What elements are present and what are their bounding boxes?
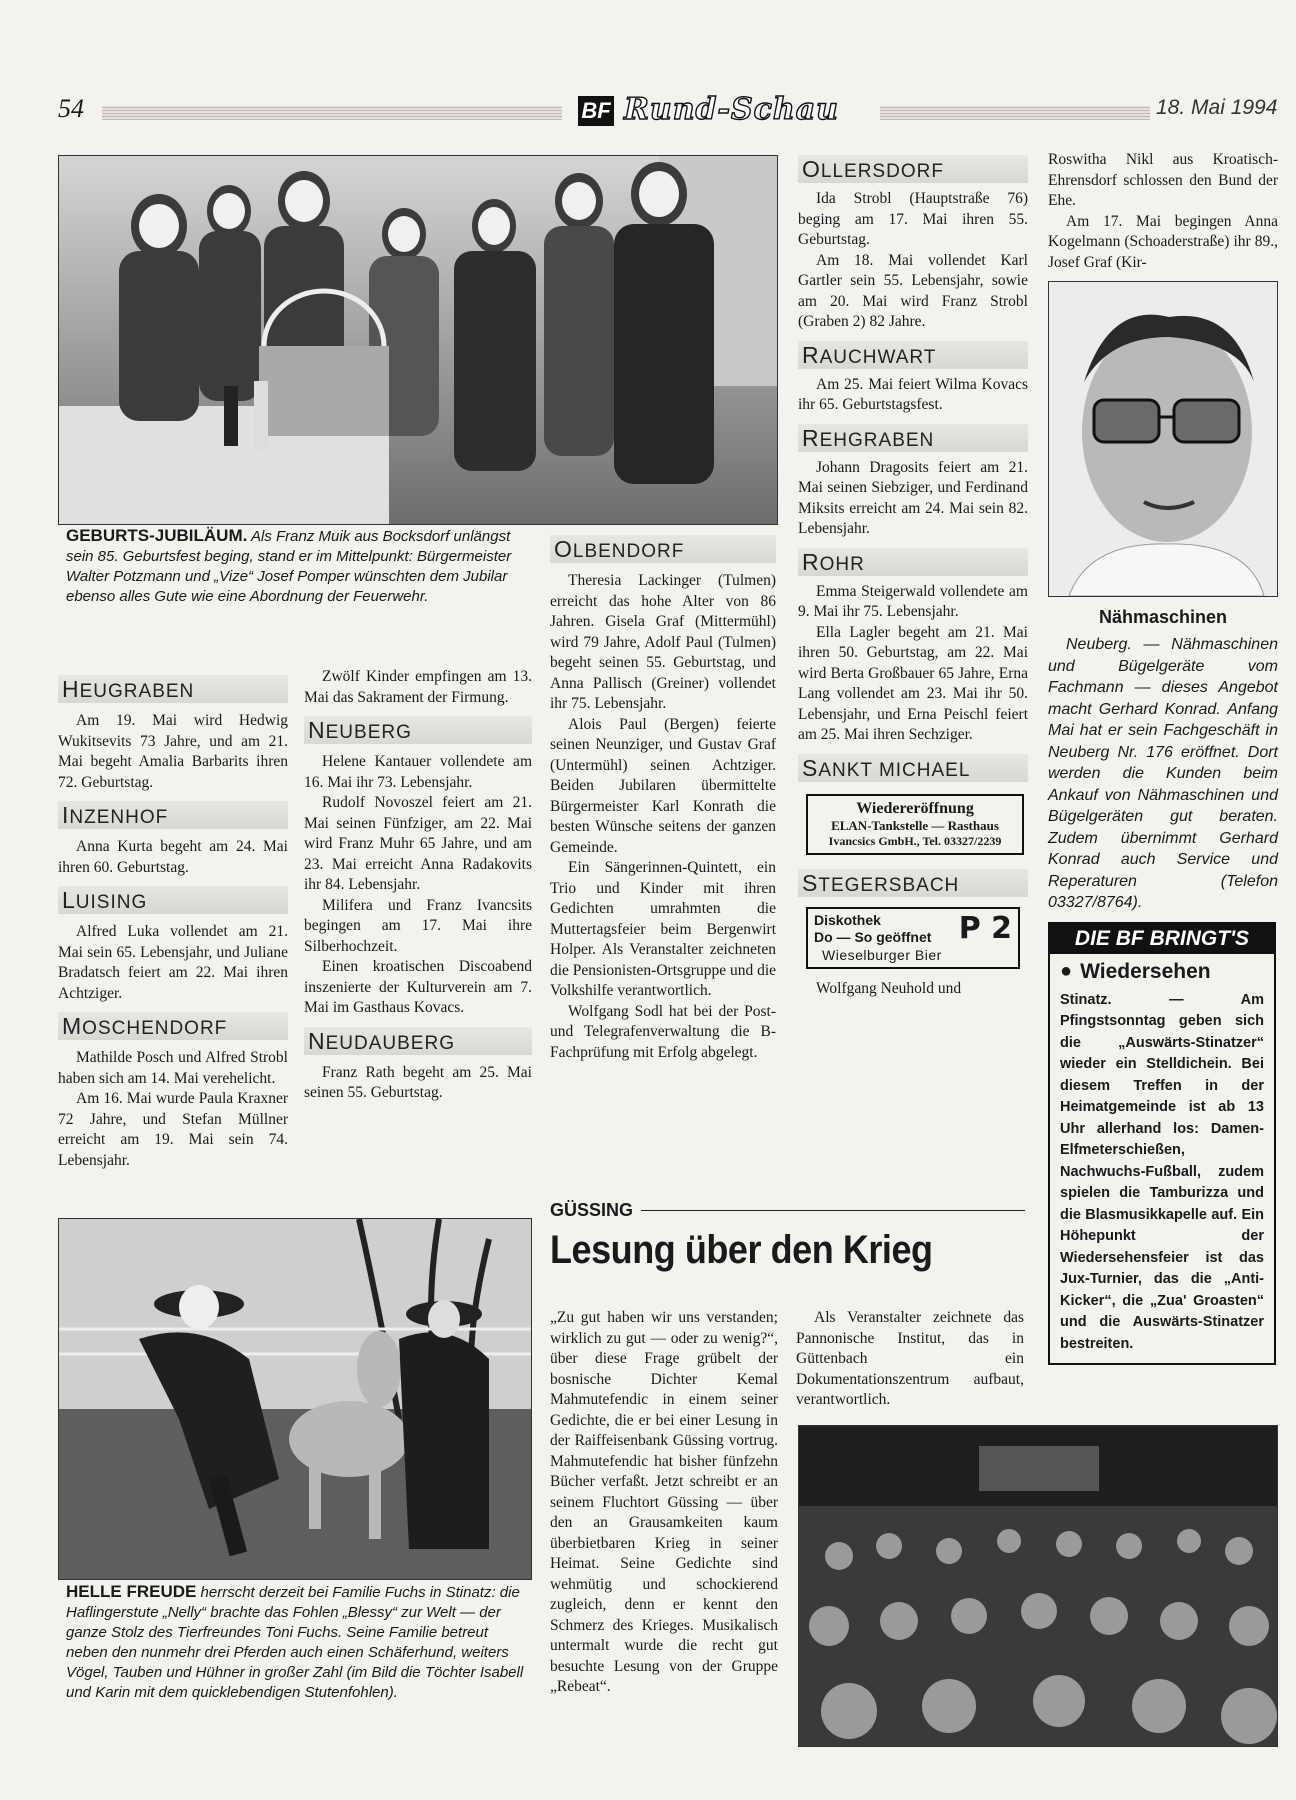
- luising-heading: LUISING: [62, 887, 148, 913]
- olbendorf-headbar: [550, 535, 776, 563]
- logo-badge: BF: [578, 96, 614, 126]
- photo-gerhard-konrad: [1048, 281, 1278, 597]
- page-number: 54: [58, 94, 84, 123]
- guessing-kicker: GÜSSING: [550, 1200, 634, 1220]
- naehmaschinen-heading: Nähmaschinen: [1098, 607, 1228, 627]
- ad-tankstelle-line1: Wiedereröffnung: [856, 799, 974, 817]
- rohr-text-1: Emma Steigerwald vollendete am 9. Mai ihr 75. Lebensjahr.: [798, 582, 1028, 620]
- photo-birthday-group: [58, 155, 778, 525]
- neuberg-heading: NEUBERG: [308, 717, 412, 743]
- olbendorf-text-4: Wolfgang Sodl hat bei der Post- und Telegrafenverwaltung die B-Fachprüfung mit Erfolg abgelegt.: [550, 1002, 776, 1061]
- guessing-kicker-row: [550, 1200, 1025, 1221]
- bullet-icon: ●: [1060, 960, 1073, 982]
- ad-diskothek-line3: Wieselburger Bier: [822, 946, 942, 963]
- ollersdorf-text-1: Ida Strobl (Hauptstraße 76) beging am 17. Mai ihren 55. Geburtstag.: [798, 190, 1028, 248]
- portrait-illustration: [1049, 282, 1277, 596]
- rehgraben-headbar: [798, 424, 1028, 452]
- luising-headbar: [58, 886, 288, 914]
- ad-diskothek-line2: Do — So geöffnet: [814, 928, 932, 945]
- photo2-caption: [66, 1582, 526, 1703]
- neuberg-text-1: Helene Kantauer vollendete am 16. Mai ihr 73. Lebensjahr.: [304, 753, 532, 791]
- firmung-text: Zwölf Kinder empfingen am 13. Mai das Sakrament der Firmung.: [304, 668, 532, 706]
- sankt-michael-heading: SANKT MICHAEL: [802, 754, 971, 781]
- neudauberg-heading: NEUDAUBERG: [308, 1027, 455, 1054]
- photo1-caption: [66, 526, 521, 607]
- olbendorf-heading: OLBENDORF: [554, 536, 685, 562]
- luising-text: Alfred Luka vollendet am 21. Mai sein 65. Lebensjahr, und Juliane Bradatsch feiert am 22. Mai ihren Achtziger.: [58, 923, 288, 1002]
- column-1: [58, 675, 288, 1171]
- photo-audience-illustration: [799, 1426, 1277, 1746]
- ad-diskothek: [806, 907, 1020, 969]
- stegersbach-headbar: [798, 869, 1028, 897]
- heugraben-headbar: [58, 675, 288, 703]
- ad-diskothek-line1: Diskothek: [814, 911, 881, 928]
- column-4: [798, 155, 1028, 999]
- moschendorf-text-1: Mathilde Posch und Alfred Strobl haben sich am 14. Mai verehelicht.: [58, 1049, 288, 1087]
- neudauberg-text: Franz Rath begeht am 25. Mai seinen 55. Geburtstag.: [304, 1063, 532, 1101]
- photo-horse-illustration: [59, 1219, 531, 1579]
- moschendorf-heading: MOSCHENDORF: [62, 1013, 228, 1039]
- photo1-caption-bold: GEBURTS-JUBILÄUM.: [66, 526, 248, 545]
- stegersbach-heading: STEGERSBACH: [802, 869, 960, 896]
- olbendorf-text-2: Alois Paul (Bergen) feierte seinen Neunziger, und Gustav Graf (Untermühl) seinen Achtziger. Beiden Jubilaren übermittelte Bürgermeister Karl Konrath die besten Wünsche seitens der ganzen Gemeinde.: [550, 715, 776, 856]
- inzenhof-heading: INZENHOF: [62, 802, 169, 828]
- naehmaschinen-text: Neuberg. — Nähmaschinen und Bügelgeräte vom Fachmann — dieses Angebot macht Gerhard Konrad. Anfang Mai hat er sein Fachgeschäft in Neuberg Nr. 176 eröffnet. Dort werden die Kunden beim Ankauf von Nähmaschinen und Bügelgeräten gut beraten. Zudem übernimmt Gerhard Konrad auch Service und Reperaturen (Telefon 03327/8764).: [1048, 636, 1278, 911]
- neuberg-text-3: Milifera und Franz Ivancsits begingen am 17. Mai ihre Silberhochzeit.: [304, 896, 532, 955]
- rauchwart-headbar: [798, 341, 1028, 369]
- kicker-rule: [641, 1210, 1025, 1211]
- wiedersehen-heading-row: [1060, 960, 1264, 984]
- bf-bringts-banner: DIE BF BRINGT'S: [1050, 924, 1274, 954]
- wiedersehen-text: Stinatz. — Am Pfingstsonntag geben sich die „Auswärts-Stinatzer“ wieder ein Stelldichein. Bei diesem Treffen in der Heimatgemeinde ist ab 13 Uhr allerhand los: Damen-Elfmeterschießen, Nachwuchs-Fußball, zudem spielen die Tamburizza und die Blasmusikkapelle auf. Ein Höhepunkt der Wiedersehensfeier ist das Jux-Turnier, das die „Anti-Kicker“, die „Zua' Groasten“ und die Auswärts-Stinatzer bestreiten.: [1060, 991, 1264, 1352]
- ad-diskothek-badge: P 2: [958, 910, 1012, 946]
- stegersbach-text: Wolfgang Neuhold und: [816, 979, 962, 997]
- rohr-headbar: [798, 548, 1028, 576]
- moschendorf-headbar: [58, 1012, 288, 1040]
- logo-title: Rund-Schau: [624, 92, 839, 127]
- ollersdorf-headbar: [798, 155, 1028, 183]
- page-header: [58, 92, 1278, 132]
- photo-reading-audience: [798, 1425, 1278, 1747]
- birthday-text-kir: Am 17. Mai begingen Anna Kogelmann (Schoaderstraße) ihr 89., Josef Graf (Kir-: [1048, 212, 1278, 271]
- inzenhof-headbar: [58, 801, 288, 829]
- bf-bringts-box: [1048, 922, 1276, 1366]
- neuberg-text-4: Einen kroatischen Discoabend inszenierte der Kulturverein am 7. Mai im Gasthaus Kovacs.: [304, 958, 532, 1016]
- guessing-text-b: Als Veranstalter zeichnete das Pannonische Institut, das in Güttenbach ein Dokumentationszentrum aufbaut, verantwortlich.: [796, 1309, 1024, 1408]
- column-2: [304, 667, 532, 1104]
- neuberg-headbar: [304, 716, 532, 744]
- photo-horse-foal: [58, 1218, 532, 1580]
- ad-tankstelle: [806, 794, 1024, 855]
- logo: [578, 92, 868, 128]
- photo2-caption-text: herrscht derzeit bei Familie Fuchs in Stinatz: die Haflingerstute „Nelly“ brachte das Fohlen „Blessy“ zur Welt — der ganze Stolz des Tierfreundes Toni Fuchs. Seine Familie betreut neben den nunmehr drei Pferden auch einen Schäferhund, weiters Vögel, Tauben und Hühner in großer Zahl (im Bild die Töchter Isabell und Karin mit dem quicklebendigen Stutenfohlen).: [66, 1584, 524, 1701]
- photo2-caption-bold: HELLE FREUDE: [66, 1582, 197, 1601]
- header-rule-left: [102, 106, 562, 120]
- column-3: [550, 535, 776, 1063]
- ollersdorf-text-2: Am 18. Mai vollendet Karl Gartler sein 55. Lebensjahr, sowie am 20. Mai wird Franz Strobl (Graben 2) 82 Jahre.: [798, 251, 1028, 330]
- moschendorf-text-2: Am 16. Mai wurde Paula Kraxner 72 Jahre, und Stefan Müllner erreicht am 19. Mai sein 74. Lebensjahr.: [58, 1090, 288, 1169]
- rehgraben-heading: REHGRABEN: [802, 424, 935, 451]
- rohr-text-2: Ella Lagler begeht am 21. Mai ihren 50. Geburtstag, am 22. Mai wird Berta Großbauer 65 Jahre, Erna Lang vollendet am 23. Mai ihr 50. Lebensjahr, und Erna Peischl feiert am 25. Mai ihren Sechziger.: [798, 623, 1028, 743]
- guessing-headline: Lesung über den Krieg: [550, 1228, 933, 1272]
- rohr-heading: ROHR: [802, 548, 865, 575]
- header-date: 18. Mai 1994: [1150, 96, 1277, 120]
- column-5: [1048, 150, 1278, 1365]
- photo1-caption-text: Als Franz Muik aus Bocksdorf unlängst sein 85. Geburtsfest beging, stand er im Mittelpunkt: Bürgermeister Walter Potzmann und „Vize“ Josef Pomper wünschten dem Jubilar ebenso alles Gute wie eine Abordnung der Feuerwehr.: [66, 528, 512, 605]
- ad-tankstelle-line3: Ivancsics GmbH., Tel. 03327/2239: [828, 833, 1002, 848]
- guessing-article: [550, 1200, 1025, 1695]
- ollersdorf-heading: OLLERSDORF: [802, 156, 944, 182]
- heugraben-text: Am 19. Mai wird Hedwig Wukitsevits 73 Jahre, und am 21. Mai begeht Amalia Barbarits ihren 72. Geburtstag.: [58, 712, 288, 791]
- ad-tankstelle-line2: ELAN-Tankstelle — Rasthaus: [831, 817, 999, 833]
- rehgraben-text: Johann Dragosits feiert am 21. Mai seinen Siebziger, und Ferdinand Miksits erreicht am 24. Mai sein 82. Lebensjahr.: [798, 458, 1028, 537]
- wedding-text: Roswitha Nikl aus Kroatisch-Ehrensdorf schlossen den Bund der Ehe.: [1048, 151, 1278, 209]
- wiedersehen-heading: Wiedersehen: [1080, 959, 1211, 983]
- neudauberg-headbar: [304, 1027, 532, 1055]
- heugraben-heading: HEUGRABEN: [62, 676, 195, 702]
- inzenhof-text: Anna Kurta begeht am 24. Mai ihren 60. Geburtstag.: [58, 838, 288, 876]
- rauchwart-heading: RAUCHWART: [802, 341, 937, 368]
- photo-birthday-illustration: [59, 156, 777, 524]
- neuberg-text-2: Rudolf Novoszel feiert am 21. Mai seinen Fünfziger, am 22. Mai wird Franz Muhr 65 Jahre, und am 23. Mai erreicht Anna Radakovits ihr 84. Lebensjahr.: [304, 794, 532, 893]
- olbendorf-text-3: Ein Sängerinnen-Quintett, ein Trio und Kinder mit ihren Gedichten umrahmten die Muttertagsfeier beim Bergenwirt Holper. Als Veranstalter zeichneten die Pensionisten-Ortsgruppe und die Volkshilfe verantwortlich.: [550, 859, 777, 999]
- olbendorf-text-1: Theresia Lackinger (Tulmen) erreicht das hohe Alter von 86 Jahren. Gisela Graf (Mittermühl) wird 79 Jahre, Adolf Paul (Tulmen) begeht seinen 55. Geburtstag, und Anna Pallisch (Greiner) vollendet ihr 75. Lebensjahr.: [550, 572, 776, 712]
- rauchwart-text: Am 25. Mai feiert Wilma Kovacs ihr 65. Geburtstagsfest.: [798, 375, 1028, 413]
- guessing-text-a: „Zu gut haben wir uns verstanden; wirklich zu gut — oder zu wenig?“, über diese Frage grübelt der bosnische Dichter Kemal Mahmutefendic in einem seiner Gedichte, die er bei einer Lesung in der Raiffeisenbank Güssing vortrug. Mahmutefendic hat bisher fünfzehn Bücher verfaßt. Jetzt schreibt er an seinem Fluchtort Güssing — über den an Grausamkeiten kaum überbietbaren Krieg in seiner Heimat. Seine Gedichte sind wehmütig und schockierend zugleich, denn er kennt den Schmerz des Krieges. Musikalisch untermalt wurde die recht gut besuchte Lesung von der Gruppe „Rebeat“.: [550, 1309, 778, 1695]
- sankt-michael-headbar: [798, 754, 1028, 782]
